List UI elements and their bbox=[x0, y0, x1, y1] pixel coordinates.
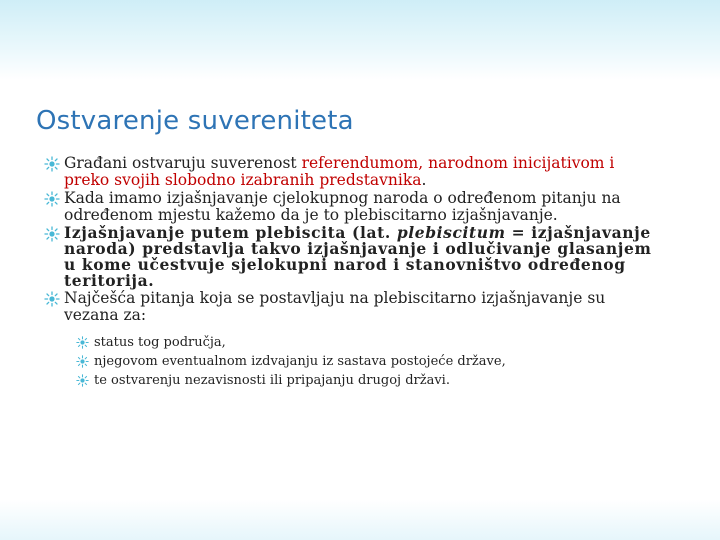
sun-bullet-icon bbox=[44, 226, 60, 242]
sun-bullet-icon bbox=[44, 191, 60, 207]
sub-bullet-item bbox=[76, 371, 664, 390]
bullet-item-plebiscitary-definition bbox=[44, 190, 664, 224]
slide-content bbox=[44, 155, 664, 390]
bullet-text: Kada imamo izjašnjavanje cjelokupnog naroda o određenom pitanju na određenom mjestu kažemo da je to plebiscitarno izjašnjavanje. bbox=[64, 189, 621, 224]
latin-term: plebiscitum bbox=[396, 223, 506, 242]
sun-bullet-icon bbox=[76, 336, 89, 349]
sub-bullet-list bbox=[44, 333, 664, 390]
sub-bullet-item bbox=[76, 352, 664, 371]
sun-bullet-icon bbox=[44, 291, 60, 307]
bullet-text: Građani ostvaruju suverenost bbox=[64, 154, 302, 172]
sun-bullet-icon bbox=[76, 355, 89, 368]
bullet-text: Izjašnjavanje putem plebiscita (lat. bbox=[64, 223, 397, 242]
bullet-item-plebiscite bbox=[44, 225, 664, 289]
bullet-item-citizens bbox=[44, 155, 664, 189]
sun-bullet-icon bbox=[44, 156, 60, 172]
bullet-text: . bbox=[421, 171, 427, 189]
sun-bullet-icon bbox=[76, 374, 89, 387]
sub-bullet-text: njegovom eventualnom izdvajanju iz sastava postojeće države, bbox=[94, 354, 506, 369]
sub-bullet-text: te ostvarenju nezavisnosti ili pripajanju drugoj državi. bbox=[94, 373, 450, 388]
bullet-text: Najčešća pitanja koja se postavljaju na plebiscitarno izjašnjavanje su vezana za: bbox=[64, 289, 606, 324]
header-background-band bbox=[0, 0, 720, 80]
sub-bullet-item bbox=[76, 333, 664, 352]
footer-background-band bbox=[0, 500, 720, 540]
bullet-text: = izjašnjavanje naroda) predstavlja takvo izjašnjavanje i odlučivanje glasanjem u kome učestvuje sjelokupni narod i stanovništvo određenog teritorija. bbox=[64, 223, 652, 290]
sub-bullet-text: status tog područja, bbox=[94, 335, 226, 350]
bullet-item-common-questions bbox=[44, 290, 664, 324]
slide-title: Ostvarenje suvereniteta bbox=[36, 106, 354, 136]
bullet-highlight-text: referendumom, narodnom inicijativom i preko svojih slobodno izabranih predstavnika bbox=[64, 154, 615, 189]
